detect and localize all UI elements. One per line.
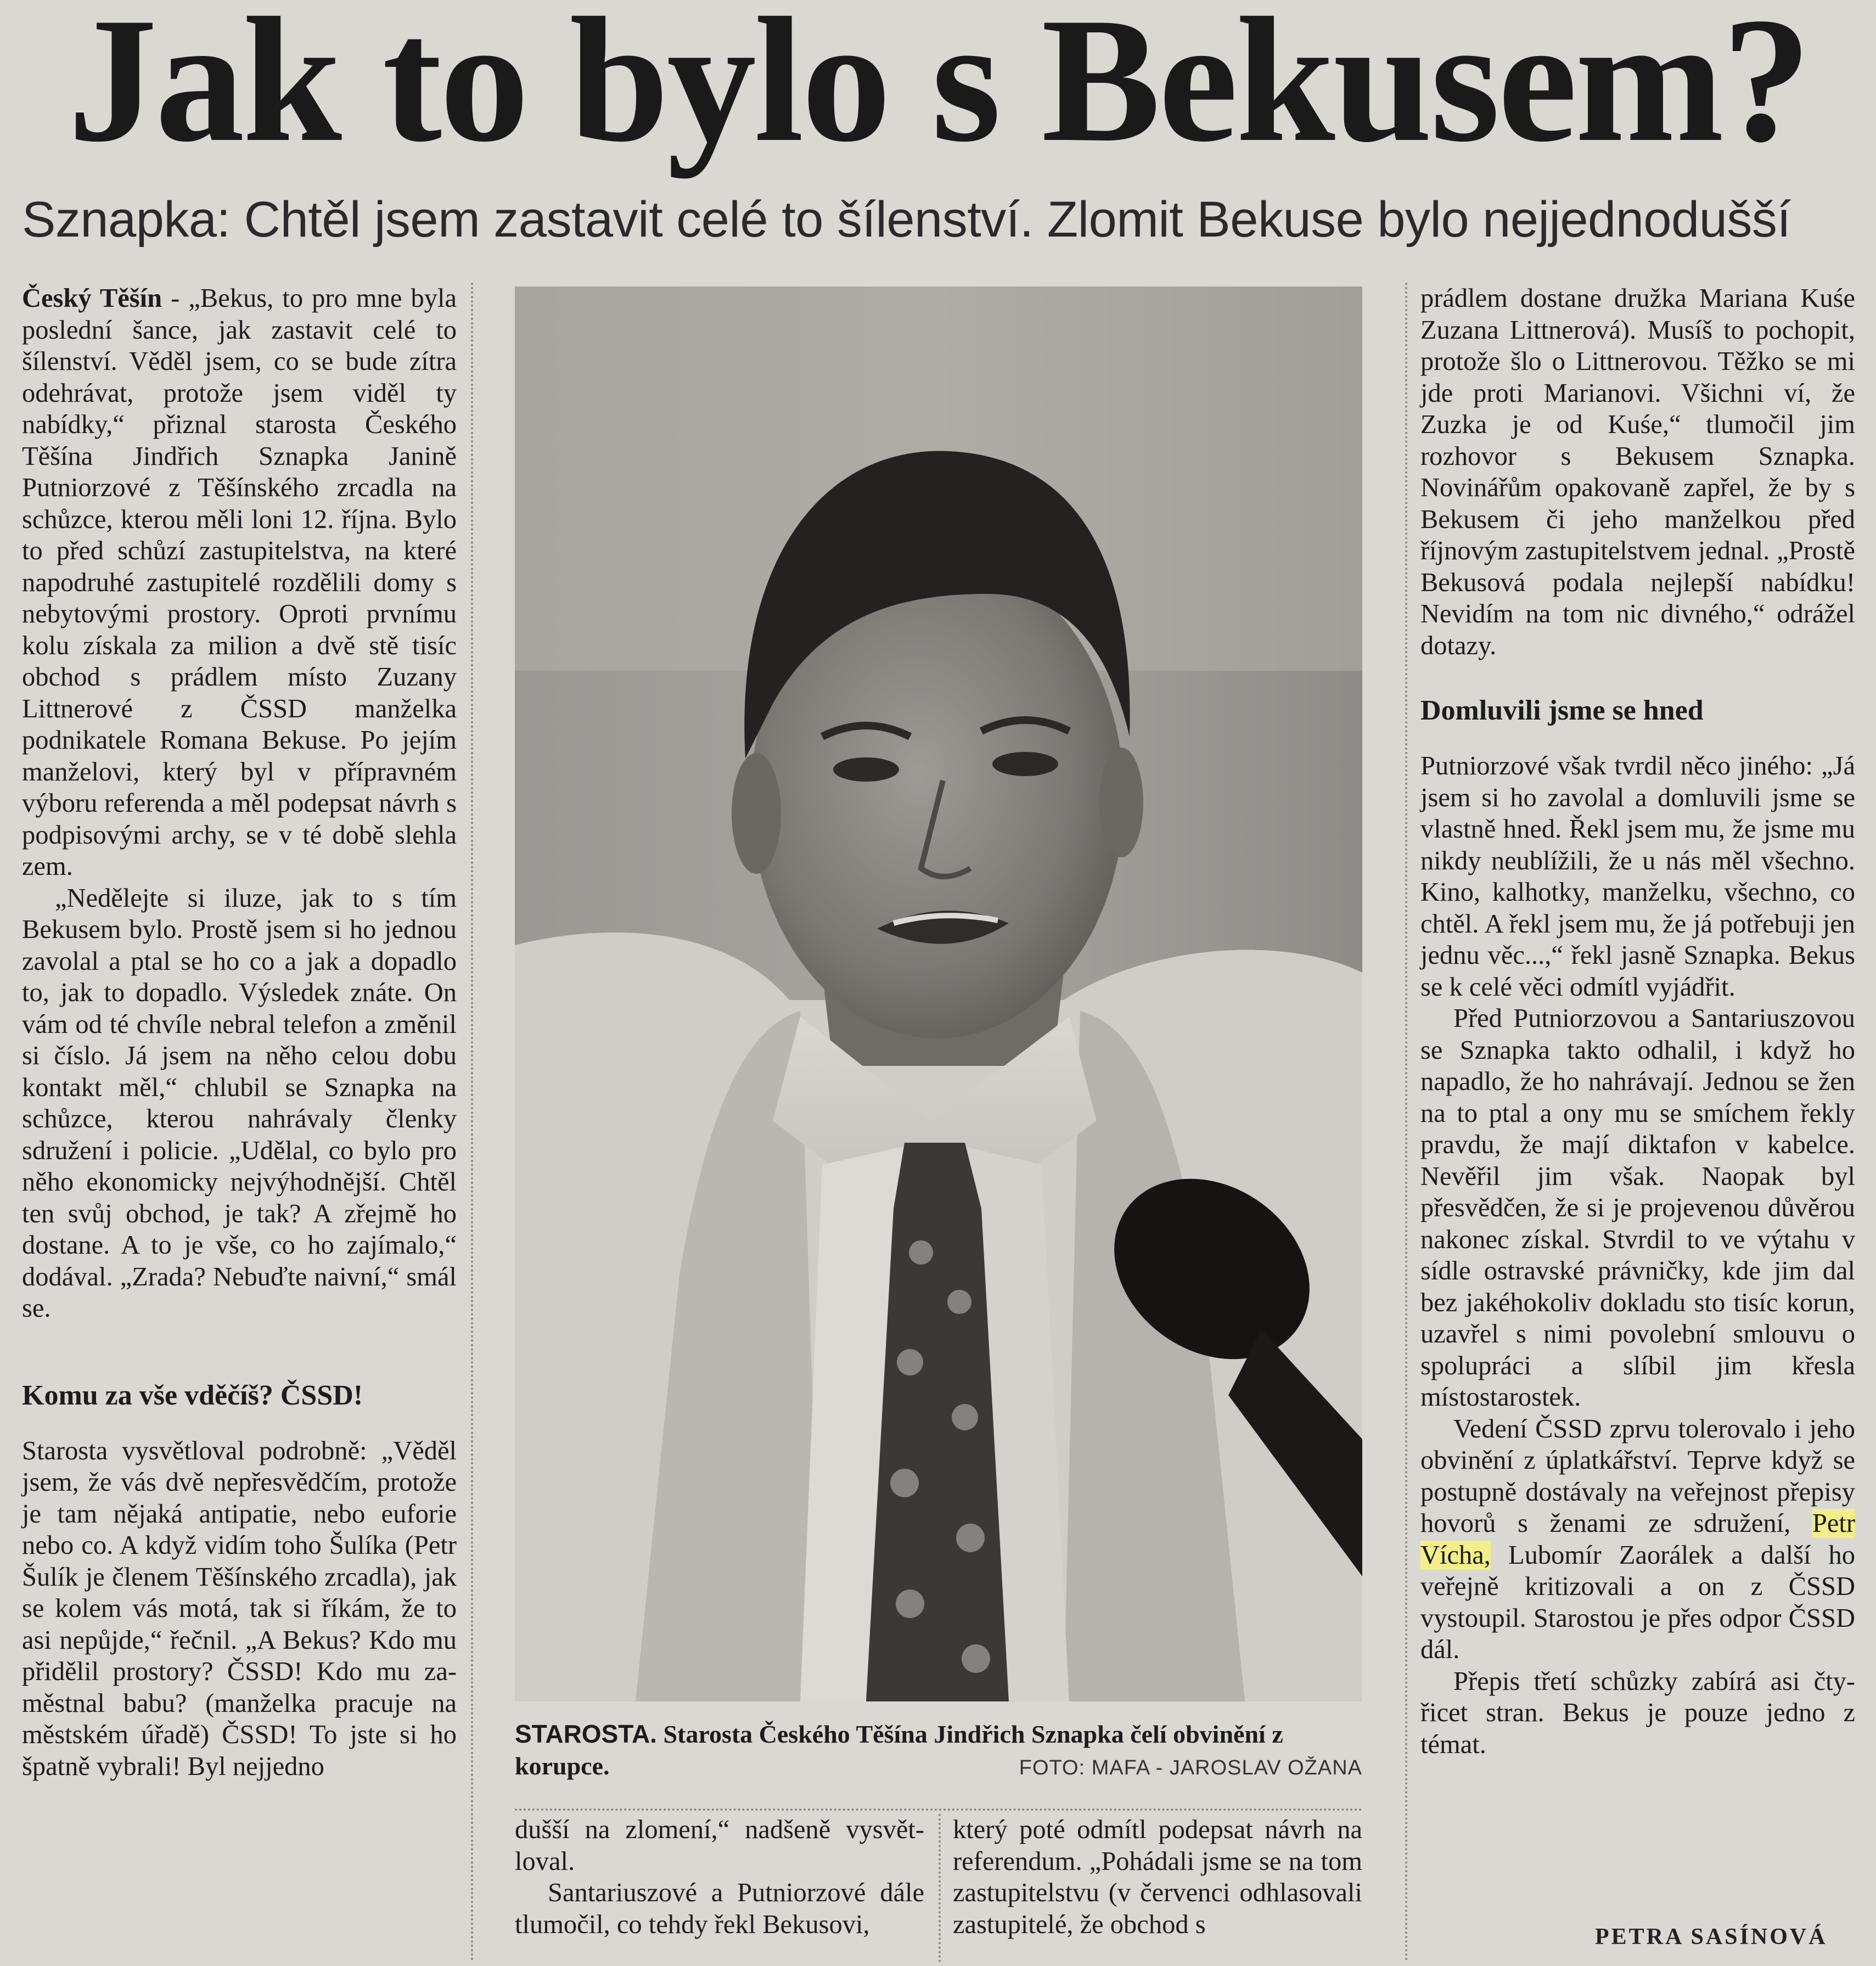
column-divider	[1405, 283, 1407, 1962]
column-divider	[471, 283, 473, 1962]
headline: Jak to bylo s Bekusem?	[68, 0, 1810, 179]
article-paragraph: Před Putniorzovou a Santariuszovou se Sznapka takto odhalil, i když ho napadlo, že ho nahrávají. Jednou se žen na to ptal a ony mu se smíchem řekly pravdu, že mají diktafon v kabelce. Nevěřil jim však. Naopak byl přesvědčen, že si je projevenou důvěrou nakonec získal. Stvrdil to ve výtahu v sídle ostravské právničky, kde jim dal bez jakéhokoliv dokladu sto tisíc korun, uzavřel s nimi povolební smlouvu o spolupráci a slíbil jim křesla místostarostek.	[1420, 1004, 1855, 1412]
section-heading: Domluvili jsme se hned	[1420, 695, 1704, 726]
article-paragraph: Santariuszové a Putniorzové dále tlumočil, co tehdy řekl Bekusovi,	[515, 1878, 924, 1939]
subheadline: Sznapka: Chtěl jsem zastavit celé to šílenství. Zlomit Bekuse bylo nejjednodušší	[22, 192, 1791, 248]
article-paragraph: Český Těšín - „Bekus, to pro mne byla poslední šance, jak zastavit celé to šílenství. Věděl jsem, co se bude zítra odehrávat, protože jsem viděl ty nabídky,“ přiznal starosta Českého Těšína Jindřich Sznapka Janině Putniorzové z Těšínského zrcadla na schůzce, kterou měli loni 12. října. Bylo to před schůzí zastupitelstva, na které napodruhé zastupitelé rozdělili domy s nebytovými prostory. Oproti prvnímu kolu získala za milion a dvě stě tisíc obchod s prádlem místo Zuzany Littnerové z ČSSD manželka podnikatele Romana Bekuse. Po jejím manželovi, který byl v přípravném výboru referenda a měl podepsat návrh s podpisovými archy, se v té době slehla zem.	[22, 284, 457, 881]
article-paragraph: který poté odmítl podepsat návrh na referendum. „Pohádali jsme se na tom zastupitelstvu (v červenci odhlasovali zastupitelé, že obchod s	[953, 1815, 1362, 1939]
highlighted-name: Petr Vícha,	[1420, 1509, 1855, 1570]
caption-head: STAROSTA.	[515, 1720, 657, 1748]
column-divider	[939, 1814, 941, 1962]
column-1	[22, 283, 457, 1782]
column-2	[515, 1814, 924, 1940]
dateline: Český Těšín	[22, 284, 162, 313]
caption-text: Starosta Českého Těšína Jindřich Sznapka čelí obvinění z korupce.	[515, 1720, 1283, 1780]
article-paragraph: dušší na zlomení,“ nadšeně vysvětloval.	[515, 1815, 924, 1876]
section-heading: Komu za vše vděčíš? ČSSD!	[22, 1379, 363, 1411]
column-3	[953, 1814, 1362, 1940]
article-paragraph: Vedení ČSSD zprvu tolerovalo i jeho obvinění z úplatkářství. Teprve když se postupně dostávaly na veřejnost přepisy hovorů s ženami ze sdružení, Petr Vícha, Lubomír Zaorálek a další ho veřejně kritizovali a on z ČSSD vystoupil. Starostou je přes odpor ČSSD dál.	[1420, 1414, 1855, 1664]
column-divider	[515, 1808, 1362, 1811]
portrait-photo	[515, 287, 1362, 1701]
byline: PETRA SASÍNOVÁ	[1595, 1924, 1828, 1950]
article-paragraph: Starosta vysvětloval podrobně: „Věděl jsem, že vás dvě nepřesvědčím, protože je tam nějaká antipatie, nebo euforie nebo co. A když vidím toho Šulíka (Petr Šulík je členem Těšínského zrcadla), jak se kolem vás motá, tak si říkám, že to asi nepůjde,“ řečnil. „A Bekus? Kdo mu přidělil prostory? ČSSD! Kdo mu zaměstnal babu? (manželka pracuje na městském úřadě) ČSSD! To jste si ho špatně vybrali! Byl nejjedno	[22, 1436, 457, 1781]
photo-credit: FOTO: MAFA - JAROSLAV OŽANA	[1019, 1756, 1362, 1779]
article-paragraph: Přepis třetí schůzky zabírá asi čtyřicet stran. Bekus je pouze jedno z témat.	[1420, 1666, 1855, 1759]
column-4	[1420, 283, 1855, 1760]
article-paragraph: prádlem dostane družka Mariana Kuśe Zuzana Littnerová). Musíš to pochopit, protože šlo o Littnerovou. Těžko se mi jde proti Marianovi. Všichni ví, že Zuzka je od Kuśe,“ tlumočil jim rozhovor s Bekusem Sznapka. Novinářům opakovaně zapřel, že by s Bekusem či jeho manželkou před říjnovým zastupitelstvem jednal. „Prostě Bekusová podala nejlepší nabídku! Nevidím na tom nic divného,“ odrážel dotazy.	[1420, 284, 1855, 660]
article-paragraph: Putniorzové však tvrdil něco jiného: „Já jsem si ho zavolal a domluvili jsme se vlastně hned. Řekl jsem mu, že jsme mu nikdy neublížili, že u nás měl všechno. Kino, kalhotky, manželku, všechno, co chtěl. A řekl jsem mu, že já potřebuji jen jednu věc...,“ řekl jasně Sznapka. Bekus se k celé věci odmítl vyjádřit.	[1420, 751, 1855, 1002]
article-paragraph: „Nedělejte si iluze, jak to s tím Bekusem bylo. Prostě jsem si ho jednou zavolal a ptal se ho co a jak a dopadlo to, jak to dopadlo. Výsledek znáte. On vám od té chvíle nebral telefon a změnil si číslo. Já jsem na něho celou dobu kontakt měl,“ chlubil se Sznapka na schůzce, kterou nahrávaly členky sdružení i policie. „Udělal, co bylo pro něho ekonomicky nejvýhodnější. Chtěl ten svůj obchod, je tak? A zřejmě ho dostane. A to je vše, co ho zajímalo,“ dodával. „Zrada? Nebuďte naivní,“ smál se.	[22, 883, 457, 1323]
